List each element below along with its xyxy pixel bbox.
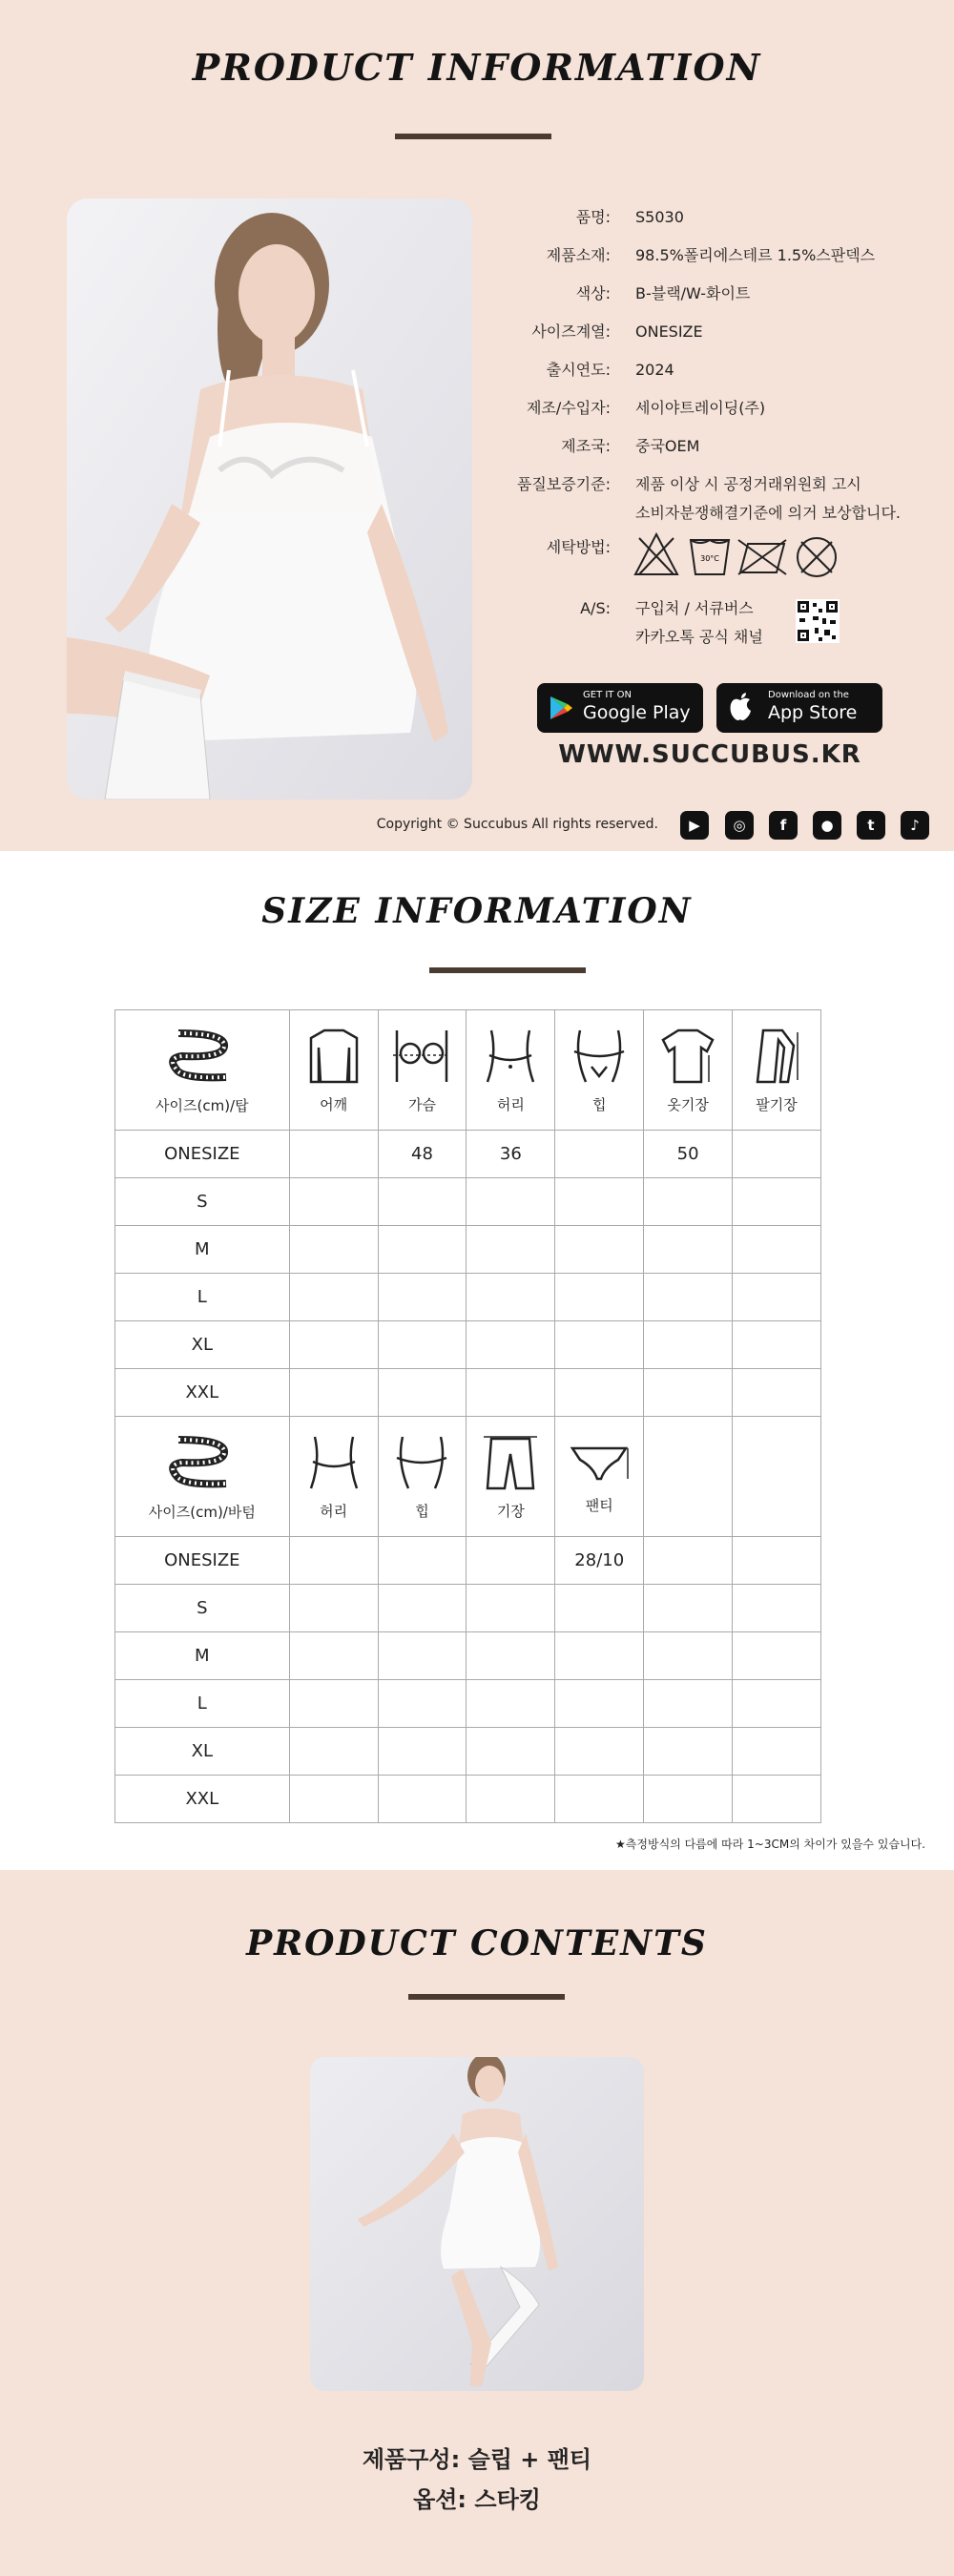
col-panty (555, 1417, 644, 1537)
size-cell: XXL (115, 1776, 290, 1823)
youtube-icon[interactable]: ▶ (680, 811, 709, 840)
google-play-icon (549, 695, 573, 721)
product-info-section (0, 0, 954, 851)
value-cell (467, 1537, 555, 1585)
value-cell (378, 1537, 467, 1585)
value-cell (289, 1178, 378, 1226)
value-cell (467, 1178, 555, 1226)
title-underline (429, 967, 586, 973)
value-cell (555, 1274, 644, 1321)
value-cell (644, 1680, 733, 1728)
col-hip (555, 1010, 644, 1131)
col-label: 힙 (415, 1502, 429, 1520)
spec-value-line1: 제품 이상 시 공정거래위원회 고시 (635, 475, 861, 493)
spec-key: 품명: (575, 208, 611, 226)
col-length (644, 1010, 733, 1131)
col-sleeve (733, 1010, 821, 1131)
value-cell (289, 1226, 378, 1274)
value-cell (378, 1178, 467, 1226)
size-cell: ONESIZE (115, 1537, 290, 1585)
size-info-title: SIZE INFORMATION (261, 891, 693, 931)
value-cell (644, 1274, 733, 1321)
value-cell (644, 1776, 733, 1823)
value-cell (644, 1178, 733, 1226)
value-cell: 28/10 (555, 1537, 644, 1585)
title-underline (408, 1994, 565, 2000)
value-cell (289, 1131, 378, 1178)
col-label: 허리 (320, 1502, 348, 1520)
google-play-small: GET IT ON (583, 690, 632, 700)
spec-key: A/S: (580, 599, 611, 617)
value-cell (289, 1776, 378, 1823)
top-corner-cell (115, 1010, 290, 1131)
app-store-button[interactable] (716, 683, 882, 733)
size-cell: XL (115, 1321, 290, 1369)
google-play-big: Google Play (583, 702, 691, 723)
value-cell (467, 1226, 555, 1274)
value-cell (555, 1369, 644, 1417)
col-label: 기장 (496, 1502, 525, 1520)
no-dry-clean-icon (798, 538, 836, 576)
value-cell (378, 1728, 467, 1776)
size-cell: S (115, 1178, 290, 1226)
value-cell (289, 1728, 378, 1776)
sleeve-icon (750, 1027, 803, 1086)
hip-icon (391, 1433, 452, 1492)
product-info-title: PRODUCT INFORMATION (192, 46, 762, 89)
col-hip (378, 1417, 467, 1537)
col-waist (467, 1010, 555, 1131)
size-cell: XXL (115, 1369, 290, 1417)
size-cell: L (115, 1680, 290, 1728)
value-cell (733, 1274, 821, 1321)
value-cell (555, 1680, 644, 1728)
value-cell (733, 1585, 821, 1632)
qr-code-icon[interactable] (796, 599, 840, 643)
table-row (115, 1680, 821, 1728)
value-cell (289, 1274, 378, 1321)
table-row (115, 1728, 821, 1776)
col-empty (733, 1417, 821, 1537)
col-length (467, 1417, 555, 1537)
value-cell (467, 1632, 555, 1680)
bottom-corner-cell (115, 1417, 290, 1537)
hand-wash-30-icon (691, 540, 729, 574)
bottom-header-row (115, 1417, 821, 1537)
col-empty (644, 1417, 733, 1537)
spec-value: 98.5%폴리에스테르 1.5%스판덱스 (635, 246, 876, 264)
product-photo-contents (310, 2057, 644, 2391)
no-tumble-dry-icon (738, 540, 786, 574)
value-cell (555, 1321, 644, 1369)
value-cell (644, 1632, 733, 1680)
size-cell: M (115, 1226, 290, 1274)
table-row (115, 1585, 821, 1632)
spec-value: 세이야트레이딩(주) (635, 399, 766, 417)
measurement-note: ★측정방식의 다름에 따라 1~3CM의 차이가 있을수 있습니다. (615, 1838, 925, 1851)
value-cell (467, 1585, 555, 1632)
top-header-row (115, 1010, 821, 1131)
value-cell (378, 1680, 467, 1728)
table-row (115, 1369, 821, 1417)
value-cell (644, 1585, 733, 1632)
kakaotalk-icon[interactable]: ● (813, 811, 841, 840)
product-contents-title: PRODUCT CONTENTS (246, 1923, 708, 1963)
spec-key: 제조/수입자: (526, 399, 611, 417)
no-bleach-icon (635, 534, 677, 574)
table-row (115, 1274, 821, 1321)
spec-value: 중국OEM (635, 437, 700, 455)
value-cell (733, 1131, 821, 1178)
pants-icon (482, 1433, 539, 1492)
spec-value: B-블랙/W-화이트 (635, 284, 751, 302)
value-cell (733, 1680, 821, 1728)
bust-icon (391, 1027, 452, 1086)
col-waist (289, 1417, 378, 1537)
col-label: 팔기장 (756, 1095, 798, 1113)
spec-key: 제조국: (561, 437, 611, 455)
google-play-button[interactable] (537, 683, 703, 733)
tiktok-icon[interactable]: ♪ (901, 811, 929, 840)
spec-key: 사이즈계열: (531, 322, 611, 341)
app-store-small: Download on the (768, 690, 849, 700)
table-row (115, 1131, 821, 1178)
svg-text:30°C: 30°C (700, 554, 719, 563)
col-shoulder (289, 1010, 378, 1131)
value-cell (733, 1776, 821, 1823)
size-cell: XL (115, 1728, 290, 1776)
size-cell: L (115, 1274, 290, 1321)
spec-key: 출시연도: (546, 361, 611, 379)
col-label: 옷기장 (667, 1095, 709, 1113)
value-cell (644, 1369, 733, 1417)
corner-label: 사이즈(cm)/바텀 (148, 1503, 256, 1521)
size-cell: ONESIZE (115, 1131, 290, 1178)
value-cell (733, 1178, 821, 1226)
size-table (114, 1009, 821, 1823)
title-underline (395, 134, 551, 139)
hip-icon (569, 1027, 630, 1086)
measuring-tape-icon (169, 1432, 236, 1493)
table-row (115, 1321, 821, 1369)
value-cell (733, 1537, 821, 1585)
value-cell (555, 1728, 644, 1776)
measuring-tape-icon (169, 1026, 236, 1087)
value-cell (467, 1321, 555, 1369)
table-row (115, 1776, 821, 1823)
size-info-section (0, 851, 954, 1870)
value-cell (733, 1226, 821, 1274)
value-cell (467, 1274, 555, 1321)
website-link[interactable]: WWW.SUCCUBUS.KR (558, 740, 861, 769)
value-cell (289, 1321, 378, 1369)
table-row (115, 1226, 821, 1274)
value-cell: 48 (378, 1131, 467, 1178)
value-cell (467, 1728, 555, 1776)
col-label: 팬티 (585, 1496, 613, 1514)
value-cell (378, 1585, 467, 1632)
value-cell (467, 1776, 555, 1823)
value-cell (555, 1131, 644, 1178)
waist-icon (303, 1433, 364, 1492)
value-cell (644, 1226, 733, 1274)
value-cell (289, 1632, 378, 1680)
product-contents-section (0, 1870, 954, 2576)
wash-icons (633, 530, 843, 582)
value-cell (378, 1321, 467, 1369)
col-chest (378, 1010, 467, 1131)
value-cell (378, 1369, 467, 1417)
value-cell: 50 (644, 1131, 733, 1178)
value-cell (289, 1369, 378, 1417)
value-cell (644, 1728, 733, 1776)
spec-key: 제품소재: (546, 246, 611, 264)
panty-icon (569, 1439, 630, 1486)
value-cell (733, 1728, 821, 1776)
table-row (115, 1537, 821, 1585)
spec-value: 2024 (635, 361, 674, 379)
value-cell (555, 1585, 644, 1632)
spec-value: S5030 (635, 208, 684, 226)
value-cell (555, 1178, 644, 1226)
spec-key: 품질보증기준: (516, 475, 611, 493)
value-cell (555, 1226, 644, 1274)
long-sleeve-shirt-icon (307, 1027, 361, 1086)
table-row (115, 1632, 821, 1680)
spec-value: ONESIZE (635, 322, 703, 341)
value-cell (378, 1776, 467, 1823)
value-cell (733, 1369, 821, 1417)
size-cell: S (115, 1585, 290, 1632)
value-cell (733, 1632, 821, 1680)
product-photo-main (67, 198, 472, 800)
value-cell (289, 1537, 378, 1585)
spec-value-line2: 카카오톡 공식 채널 (635, 628, 763, 646)
col-label: 가슴 (407, 1095, 436, 1113)
instagram-icon[interactable]: ◎ (725, 811, 754, 840)
value-cell: 36 (467, 1131, 555, 1178)
value-cell (289, 1585, 378, 1632)
spec-key: 색상: (575, 284, 611, 302)
value-cell (378, 1274, 467, 1321)
facebook-icon[interactable]: f (769, 811, 798, 840)
value-cell (467, 1680, 555, 1728)
spec-key: 세탁방법: (546, 538, 611, 556)
value-cell (378, 1632, 467, 1680)
tshirt-icon (659, 1027, 716, 1086)
waist-icon (480, 1027, 541, 1086)
app-store-big: App Store (768, 702, 858, 723)
size-cell: M (115, 1632, 290, 1680)
value-cell (289, 1680, 378, 1728)
value-cell (644, 1321, 733, 1369)
corner-label: 사이즈(cm)/탑 (156, 1096, 249, 1114)
value-cell (378, 1226, 467, 1274)
twitter-icon[interactable]: t (857, 811, 885, 840)
value-cell (644, 1537, 733, 1585)
col-label: 힙 (591, 1095, 607, 1113)
copyright: Copyright © Succubus All rights reserved. (376, 817, 658, 832)
col-label: 허리 (496, 1095, 525, 1113)
table-row (115, 1178, 821, 1226)
spec-value-line2: 소비자분쟁해결기준에 의거 보상합니다. (635, 504, 902, 522)
apple-icon (728, 693, 753, 721)
value-cell (555, 1632, 644, 1680)
spec-value-line1: 구입처 / 서큐버스 (635, 599, 754, 617)
value-cell (467, 1369, 555, 1417)
contents-option: 옵션: 스타킹 (413, 2486, 541, 2513)
contents-composition: 제품구성: 슬립 + 팬티 (362, 2446, 592, 2473)
value-cell (733, 1321, 821, 1369)
col-label: 어깨 (320, 1095, 348, 1113)
value-cell (555, 1776, 644, 1823)
